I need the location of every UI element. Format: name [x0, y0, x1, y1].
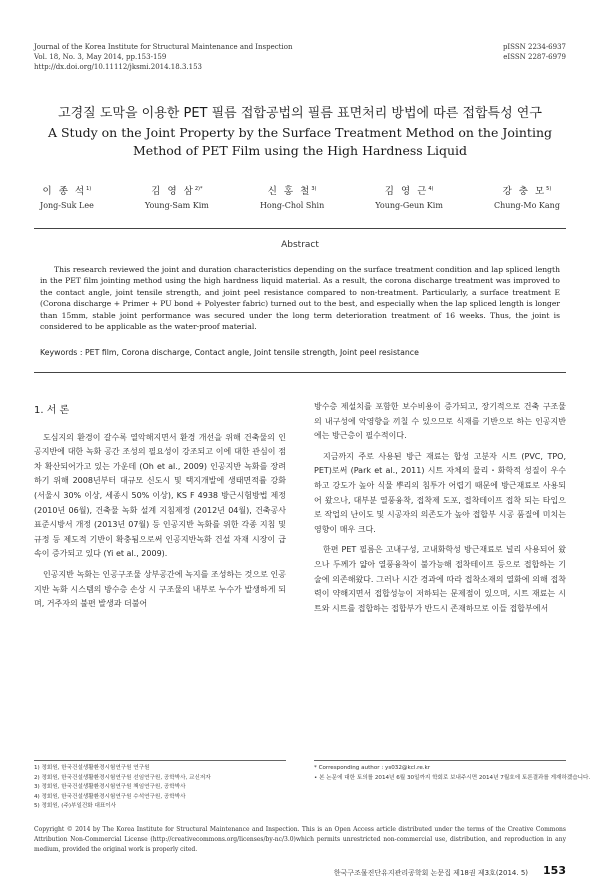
author-name-en: Chung-Mo Kang: [493, 201, 560, 210]
footnote: 1) 정회원, 한국건설생활환경시험연구원 연구원: [34, 765, 150, 771]
author-name-ko: 신 홍 철: [267, 186, 312, 197]
doi-link[interactable]: http://dx.doi.org/10.11112/jksmi.2014.18.3.153: [34, 63, 202, 71]
paragraph: 방수층 제설치를 포함한 보수비용이 증가되고, 장기적으로 건축 구조물의 내구성에 악영향을 끼칠 수 있으므로 식재를 기반으로 하는 인공지반에는 방근층이 필수적이다.: [314, 402, 566, 441]
footnote: 3) 정회원, 한국건설생활환경시험연구원 책임연구원, 공학박사: [34, 784, 186, 791]
abstract-text: This research reviewed the joint and duration characteristics depending on the surface treatment condition and lap spliced length in the PET film jointing method using the high hardness liquid material. As a result, the corona discharge treatment was improved to the contact angle, joint tensile strength, and joint peel resistance compared to non-treatment. Particularly, a surface treatment E (Corona discharge + Primer + PU bond + Polyester fabric) turned out to the best, and especially when the lap spliced length is longer than 15mm, stable joint performance was secured under the long term deterioration treatment of 16 weeks. Thus, the joint is considered to be applicable as the water-proof material.: [40, 265, 560, 332]
author-affiliation-mark: 3): [311, 185, 317, 192]
section-title: 1. 서 론: [34, 405, 70, 416]
author-affiliation-mark: 1): [86, 185, 92, 192]
author-name-ko: 김 영 근: [384, 186, 429, 197]
eissn: eISSN 2287-6979: [503, 53, 566, 61]
title-korean: 고경질 도막을 이용한 PET 필름 접합공법의 필름 표면처리 방법에 따른 접합특성 연구: [58, 106, 542, 121]
issn-block: [503, 42, 566, 62]
author: [145, 183, 209, 210]
corresponding-author[interactable]: * Corresponding author : ys032@kcl.re.kr: [314, 765, 431, 771]
paragraph: 인공지반 녹화는 인공구조물 상부공간에 녹지를 조성하는 것으로 인공지반 녹화 시스템의 방수층 손상 시 구조물의 내부로 누수가 발생하게 되며, 거주자의 불편 발생과 더불어: [34, 569, 286, 609]
pissn: pISSN 2234-6937: [502, 43, 566, 51]
author-affiliation-mark: 5): [546, 185, 552, 192]
footer-journal: 한국구조물진단유지관리공학회 논문집 제18권 제3호(2014. 5): [333, 869, 528, 877]
journal-name: Journal of the Korea Institute for Structural Maintenance and Inspection: [34, 43, 293, 51]
author: [260, 183, 324, 210]
divider-bottom: [34, 372, 566, 373]
author-name-ko: 김 영 삼: [151, 186, 195, 197]
author-name-en: Hong-Chol Shin: [259, 201, 325, 210]
author: [375, 183, 443, 210]
footnote: 4) 정회원, 한국건설생활환경시험연구원 수석연구원, 공학박사: [34, 793, 186, 800]
footnote: 2) 정회원, 한국건설생활환경시험연구원 선임연구원, 공학박사, 교신저자: [34, 774, 211, 781]
page-number: 153: [543, 864, 566, 877]
footnote-rule: [314, 760, 566, 761]
journal-header: [34, 42, 292, 72]
footnote: 5) 정회원, (주)부일건화 대표이사: [34, 803, 117, 810]
footnote-rule: [34, 760, 286, 761]
author-list: [40, 183, 560, 210]
copyright-notice: Copyright © 2014 by The Korea Institute for Structural Maintenance and Inspection. This is an Open Access article distributed under the terms of the Creative Commons Attribution Non-Commercial License (http://creativecommons.org/licenses/by-nc/3.0)which permits unrestricted non-commercial use, distribution, and reproduction in any medium, provided the original work is properly cited.: [34, 826, 566, 853]
footnotes-correspondence: [314, 760, 590, 783]
divider-top: [34, 228, 566, 229]
paragraph: 지금까지 주로 사용된 방근 재료는 합성 고분자 시트 (PVC, TPO, PET)로써 (Park et al., 2011) 시트 자체의 물리・화학적 성질이 우수하고 강도가 높아 식물 뿌리의 침투가 어렵기 때문에 방근재료로 사용되어 왔으나, 대부분 열풍융착, 접착제 도포, 접착테이프 접착 되는 타입으로 작업의 난이도 및 시공자의 의존도가 높아 접합부 시공 품질에 미치는 영향이 매우 크다.: [314, 451, 566, 534]
author-name-en: Jong-Suk Lee: [40, 201, 94, 210]
left-column: [34, 404, 286, 612]
author-name-en: Young-Sam Kim: [144, 201, 209, 210]
paragraph: 한편 PET 필름은 고내구성, 고내화학성 방근재료로 널리 사용되어 왔으나 두께가 얇아 열풍융착이 불가능해 접착테이프 등으로 접합하는 기술에 의존해왔다. 그러나 시간 경과에 따라 접착소재의 열화에 의해 접착력이 약해지면서 접합성능이 저하되는 문제점이 있으며, 시트 재료는 시트와 시트를 접합하는 접합부가 반드시 존재하므로 이들 접합부에서: [314, 545, 566, 613]
paragraph: 도심지의 환경이 갈수록 열악해지면서 환경 개선을 위해 건축물의 인공지반에 대한 녹화 공간 조성의 필요성이 강조되고 이에 대한 관심이 점차 확산되어가고 있는 가운데 (Oh et al., 2009) 인공지반 녹화를 장려하기 위해 2008년부터 대규모 신도시 및 택지개발에 생태면적률 강화 (서울시 30% 이상, 세종시 50% 이상), KS F 4938 방근시험방법 제정 (2010년 06월), 건축물 녹화 설계 지침제정 (2012년 04월), 건축공사 표준시방서 개정 (2013년 07월) 등 인공지반 녹화를 위한 각종 지침 및 규정 등 제도적 기반이 확충됨으로써 인공지반녹화 건설 자재 시장이 급속이 증가되고 있다 (Yi et al., 2009).: [34, 432, 286, 559]
author-affiliation-mark: 4): [428, 185, 434, 192]
abstract-heading: Abstract: [281, 240, 319, 250]
author: [494, 183, 560, 210]
author-name-ko: 이 종 석: [42, 186, 87, 197]
discussion-note: • 본 논문에 대한 토의를 2014년 6월 30일까지 학회로 보내주시면 2014년 7월호에 토론결과를 게재하겠습니다.: [314, 774, 591, 781]
right-column: [314, 400, 566, 616]
author-name-en: Young-Geun Kim: [375, 201, 443, 210]
author-name-ko: 강 충 모: [502, 186, 547, 197]
keywords: Keywords : PET film, Corona discharge, Contact angle, Joint tensile strength, Joint peel resistance: [40, 348, 419, 357]
title-english: A Study on the Joint Property by the Surface Treatment Method on the Jointing Method of PET Film using the High Hardness Liquid: [47, 125, 553, 158]
footnotes-affiliations: [34, 760, 286, 812]
journal-volume: Vol. 18, No. 3, May 2014, pp.153-159: [34, 53, 167, 61]
author: [40, 183, 94, 210]
author-affiliation-mark: 2)*: [194, 185, 203, 192]
